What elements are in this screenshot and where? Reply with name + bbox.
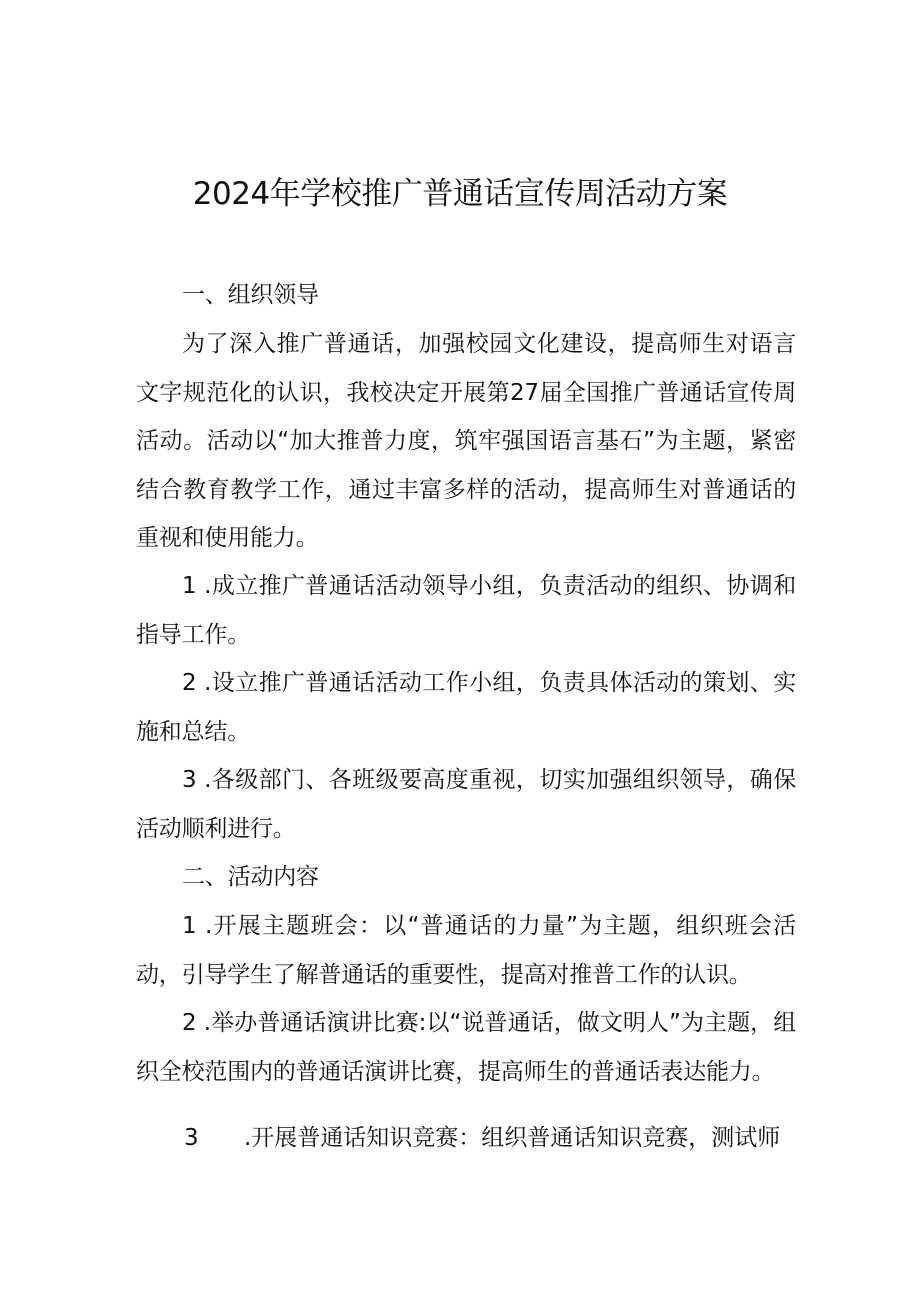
list-item-text: .开展普通话知识竞赛：组织普通话知识竞赛，测试师: [244, 1125, 781, 1151]
list-item: 3 .各级部门、各班级要高度重视，切实加强组织领导，确保活动顺利进行。: [136, 767, 796, 842]
section-heading-1: 一、组织领导: [182, 282, 319, 308]
list-item: 1 .开展主题班会：以“普通话的力量”为主题，组织班会活动，引导学生了解普通话的重要性，提高对推普工作的认识。: [136, 913, 796, 988]
list-item: 2 .设立推广普通话活动工作小组，负责具体活动的策划、实施和总结。: [136, 670, 796, 745]
intro-paragraph: 为了深入推广普通话，加强校园文化建设，提高师生对语言文字规范化的认识，我校决定开展第27届全国推广普通话宣传周活动。活动以“加大推普力度，筑牢强国语言基石”为主题，紧密结合教育教学工作，通过丰富多样的活动，提高师生对普通话的重视和使用能力。: [136, 331, 796, 551]
document-title: 2024年学校推广普通话宣传周活动方案: [192, 176, 728, 212]
list-item: 1 .成立推广普通话活动领导小组，负责活动的组织、协调和指导工作。: [136, 573, 796, 648]
list-item-number: 3: [184, 1125, 199, 1151]
section-heading-2: 二、活动内容: [182, 864, 319, 890]
list-item-partial: [136, 1114, 796, 1163]
list-item: 2 .举办普通话演讲比赛:以“说普通话，做文明人”为主题，组织全校范围内的普通话演讲比赛，提高师生的普通话表达能力。: [136, 1010, 796, 1085]
